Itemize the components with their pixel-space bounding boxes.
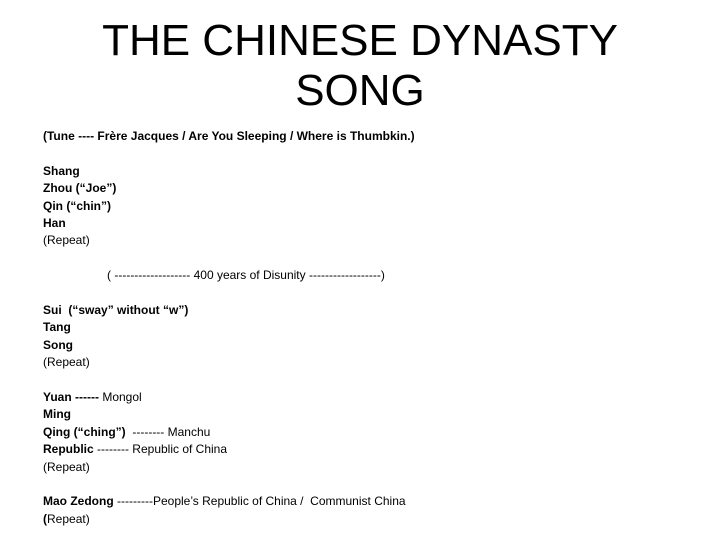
disunity-line: ( ------------------- 400 years of Disunity ------------------) <box>107 268 385 283</box>
verse4-line1-rest: ---------People’s Republic of China / Communist China <box>113 494 406 509</box>
tune-line: (Tune ---- Frère Jacques / Are You Sleeping / Where is Thumbkin.) <box>43 129 415 143</box>
verse3-repeat: (Repeat) <box>43 459 90 474</box>
verse3-line3 <box>43 424 415 441</box>
verse3-line1-bold: Yuan ------ <box>43 390 99 405</box>
verse4-line1 <box>43 493 415 510</box>
page-title <box>0 16 720 116</box>
verse4-repeat-bold: ( <box>43 511 47 526</box>
verse3-line1-rest: Mongol <box>99 390 142 405</box>
verse1-repeat: (Repeat) <box>43 233 90 248</box>
spacer <box>43 145 415 162</box>
song-body <box>43 128 415 528</box>
verse4-repeat <box>43 511 415 528</box>
verse2-line1: Sui (“sway” without “w”) <box>43 303 189 318</box>
verse2-repeat: (Repeat) <box>43 355 90 370</box>
verse4-repeat-rest: Repeat) <box>47 511 90 526</box>
spacer <box>43 250 415 267</box>
verse2-line3: Song <box>43 337 73 352</box>
verse3-line1 <box>43 389 415 406</box>
verse4-line1-bold: Mao Zedong <box>43 494 114 509</box>
verse1-line3: Qin (“chin”) <box>43 198 111 213</box>
spacer <box>43 476 415 493</box>
verse2-line2: Tang <box>43 320 71 335</box>
spacer <box>43 372 415 389</box>
title-line-1: THE CHINESE DYNASTY <box>102 16 618 65</box>
verse3-line2: Ming <box>43 407 71 422</box>
verse1-line2: Zhou (“Joe”) <box>43 181 117 196</box>
verse1-line4: Han <box>43 216 66 231</box>
verse3-line4-rest: -------- Republic of China <box>93 442 228 457</box>
spacer <box>43 285 415 302</box>
verse1-line1: Shang <box>43 163 80 178</box>
title-line-2: SONG <box>295 66 425 115</box>
verse3-line4 <box>43 441 415 458</box>
verse3-line3-rest: -------- Manchu <box>129 424 211 439</box>
verse3-line4-bold: Republic <box>43 442 94 457</box>
verse3-line3-bold: Qing (“ching”) <box>43 424 129 439</box>
